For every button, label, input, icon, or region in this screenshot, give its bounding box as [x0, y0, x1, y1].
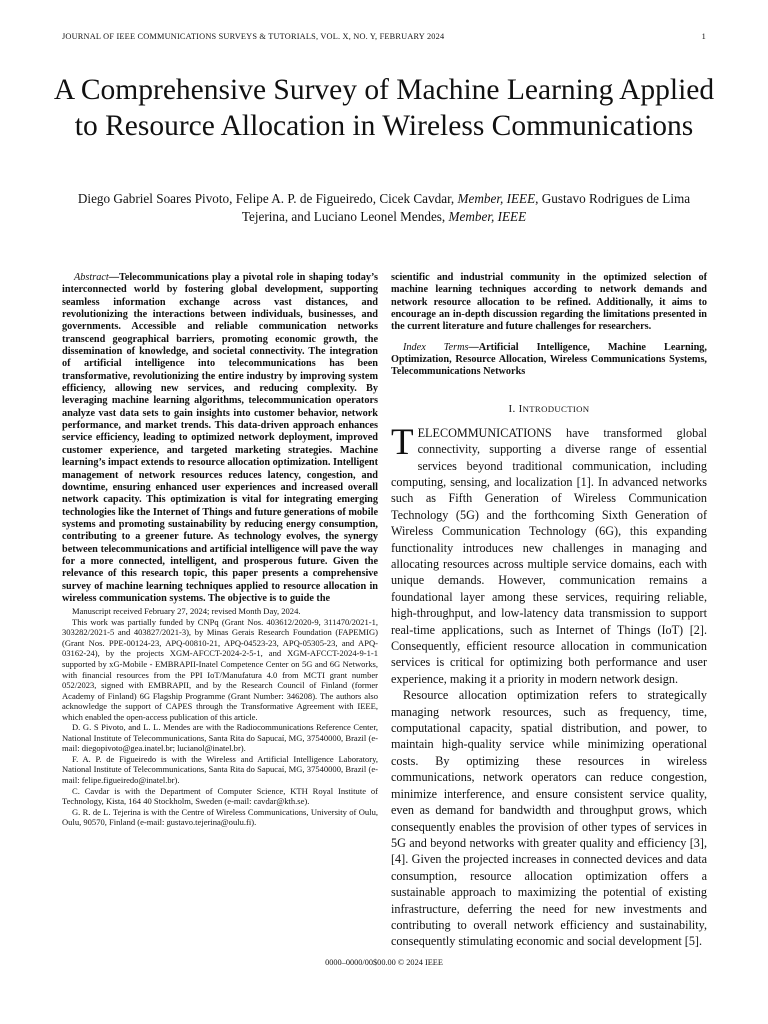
page-number: 1 — [701, 32, 706, 41]
intro-body — [391, 421, 707, 950]
abstract-label: Abstract — [74, 272, 109, 283]
footnote: G. R. de L. Tejerina is with the Centre of Wireless Communications, University of Oulu, Oulu, 90570, Finland (e-mail: gustavo.tejerina@oulu.fi). — [62, 806, 378, 828]
running-head — [62, 32, 706, 41]
footnote: F. A. P. de Figueiredo is with the Wireless and Artificial Intelligence Laboratory, National Institute of Telecommunications, Santa Rita do Sapucaí, MG, 37540000, Brazil (e-mail: felipe.figueiredo@inatel.br). — [62, 753, 378, 786]
paper-title: A Comprehensive Survey of Machine Learning Applied to Resource Allocation in Wireless Communications — [53, 74, 715, 142]
section-title-rest: NTRODUCTION — [522, 403, 590, 414]
index-terms-text: —Artificial Intelligence, Machine Learning, Optimization, Resource Allocation, Wireless Communications Systems, Telecommunications Networks — [391, 341, 707, 378]
drop-cap: T — [391, 421, 414, 463]
member-title-1: Member, IEEE — [457, 191, 536, 206]
copyright-footer: 0000–0000/00$00.00 © 2024 IEEE — [325, 958, 443, 967]
journal-name: JOURNAL OF IEEE COMMUNICATIONS SURVEYS & TUTORIALS, VOL. X, NO. Y, FEBRUARY 2024 — [62, 32, 445, 41]
abstract — [62, 272, 378, 605]
intro-paragraph-2: Resource allocation optimization refers to strategically managing network resources, such as frequency, time, computational capacity, spatial distribution, and power, to maintain high-quality service while minimizing operational costs. By optimizing these resources in wireless communications, network operators can reduce congestion, minimize interference, and ensure consistent service quality, even as demand for bandwidth and throughput grows, which consequently enables the provision of other types of services in 5G and beyond networks with greater quality and efficiency [3], [4]. Given the projected increases in connected devices and data consumption, resource allocation optimization offers a sustainable approach to maximizing the potential of existing infrastructure, deferring the need for new investments and contributing to overall network efficiency and sustainability, consequently stimulating economic and social development [5]. — [391, 688, 707, 949]
author-list — [60, 190, 708, 226]
authors-part1: Diego Gabriel Soares Pivoto, Felipe A. P. de Figueiredo, Cicek Cavdar, — [77, 191, 458, 206]
intro-p1-text: have transformed global connectivity, supporting a diverse range of essential services beyond traditional communication, including computing, sensing, and localization [1]. In advanced networks such as Fifth Generation of Wireless Communication Technology (5G) and the forthcoming Sixth Generation of Wireless Communication Technology (6G), this expanding functionality introduces new challenges in managing and allocating resources across multiple service domains, each with unique demands. However, communication remains a foundational layer among these services, requiring reliable, high-throughput, and low-latency data transmission to support real-time applications, such as Internet of Things (IoT) [2]. Consequently, efficient resource allocation in communication services is critical for optimizing both performance and user experience, making it a priority in modern network design. — [391, 425, 707, 686]
member-title-2: Member, IEEE — [448, 209, 527, 224]
footnote: Manuscript received February 27, 2024; revised Month Day, 2024. — [72, 606, 301, 617]
index-terms — [391, 342, 707, 379]
authors-part2: , Gustavo Rodrigues de Lima Tejerina, and Luciano Leonel Mendes, — [241, 191, 691, 224]
footnote: This work was partially funded by CNPq (Grant Nos. 403612/2020-9, 311470/2021-1, 303282/2021-5 and 403827/2021-3), by Minas Gerais Research Foundation (FAPEMIG) (Grant Nos. PPE-00124-23, APQ-00810-21, APQ-04523-23, APQ-05305-23, and APQ-03162-24), by the projects XGM-AFCCT-2024-2-5-1, and XGM-AFCCT-2024-9-1-1 supported by xG-Mobile - EMBRAPII-Inatel Competence Center on 5G and 6G Networks, with financial resources from the PPI IoT/Manufatura 4.0 from MCTI grant number 052/2023, signed with EMBRAPII, and by the Research Council of Finland (former Academy of Finland) 6G Flagship Programme (Grant Number: 346208). The authors also acknowledge the support of CAPES through the Transformative Agreement with IEEE, which enabled the open-access publication of this article. — [62, 616, 378, 722]
section-heading — [391, 403, 707, 415]
footnote: D. G. S Pivoto, and L. L. Mendes are with the Radiocommunications Reference Center, National Institute of Telecommunications, Santa Rita do Sapucaí, MG, 37540000, Brazil (e-mail: diegopivoto@gea.inatel.br; lucianol@inatel.br). — [62, 722, 378, 754]
abstract-text-left: —Telecommunications play a pivotal role in shaping today’s interconnected world by fostering global development, supporting seamless information exchange across vast distances, and revolutionizing the interactions between individuals, businesses, and governments. Accessible and reliable communication networks transcend geographical barriers, promoting economic growth, the dissemination of knowledge, and societal connectivity. The integration of artificial intelligence into telecommunications has been transformative, revolutionizing the entire industry by improving system efficiency, allowing new services, and reducing complexity. By leveraging machine learning algorithms, telecommunication operators analyze vast data sets to gain insights into customer behavior, network performance, and market trends. This data-driven approach enhances service efficiency, leading to optimized network deployment, improved customer experience, and targeted marketing strategies. Machine learning’s impact extends to resource allocation optimization. Intelligent management of network resources reduces latency, congestion, and downtime, ensuring enhanced user experiences and increased overall network capacity. This optimization is vital for integrating emerging technologies like the Internet of Things and future generations of mobile systems and promoting sustainability by reducing energy consumption, contributing to a greener future. As technology evolves, the synergy between telecommunications and artificial intelligence will pave the way for a more connected, intelligent, and prosperous future. Given the relevance of this research topic, this paper presents a comprehensive survey of machine learning techniques applied to resource allocation in wireless communication systems. The objective is to guide the — [62, 272, 378, 604]
right-column — [391, 272, 707, 950]
footnote: C. Cavdar is with the Department of Computer Science, KTH Royal Institute of Technology, Kista, 164 40 Stockholm, Sweden (e-mail: cavdar@kth.se). — [62, 785, 378, 807]
intro-caps-word: ELECOMMUNICATIONS — [417, 425, 552, 440]
section-title-initial: I — [518, 402, 523, 415]
abstract-continued: scientific and industrial community in the optimized selection of machine learning techniques according to network demands and network resource allocation to be refined. Additionally, it aims to encourage an in-depth discussion regarding the limitations presented in the current literature and future challenges for researchers. — [391, 272, 707, 333]
left-column — [62, 272, 378, 828]
index-terms-label: Index Terms — [403, 341, 469, 353]
intro-paragraph-1 — [391, 421, 707, 688]
section-number: I. — [508, 402, 516, 415]
footnotes — [62, 606, 378, 827]
